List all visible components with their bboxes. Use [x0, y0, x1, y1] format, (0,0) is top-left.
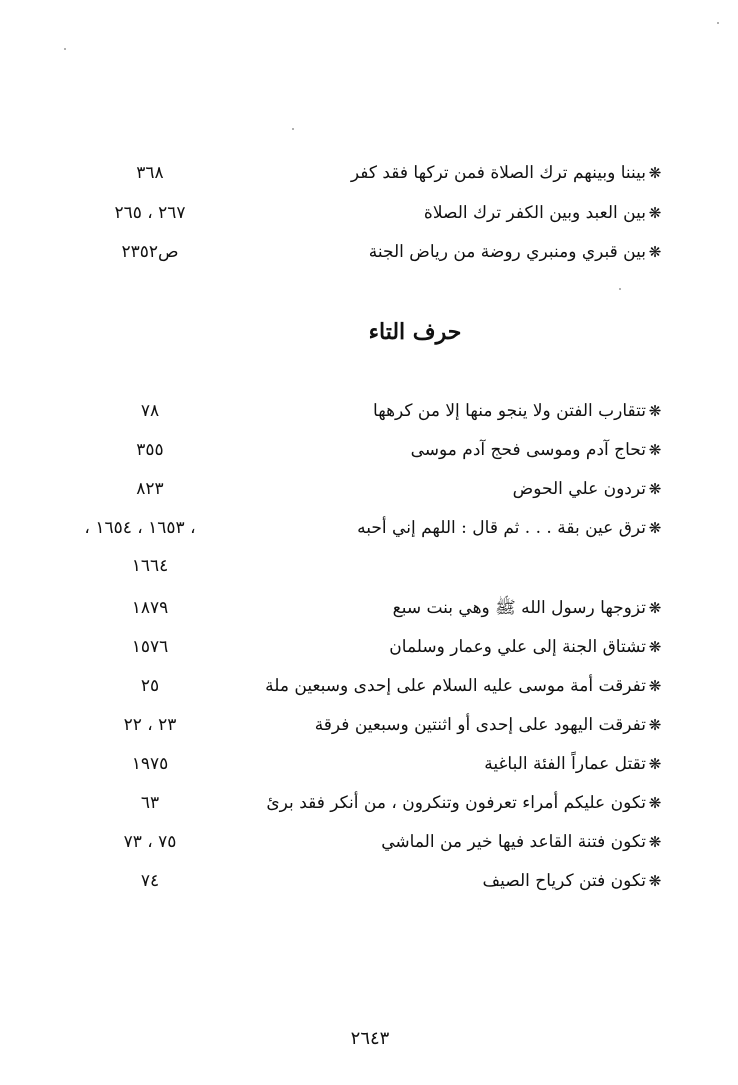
index-entry [84, 513, 662, 543]
index-entry [90, 749, 662, 779]
entry-text: تحاج آدم وموسى فحج آدم موسى [410, 440, 646, 460]
index-entry [90, 396, 662, 426]
entry-refs: ٧٥ ، ٧٣ [123, 832, 177, 852]
bullet-icon: ❋ [648, 755, 662, 773]
bullet-icon: ❋ [648, 833, 662, 851]
index-entry [90, 474, 662, 504]
entry-text: تزوجها رسول الله ﷺ وهي بنت سبع [392, 598, 646, 618]
index-entry-continuation [90, 551, 662, 581]
entry-refs: ٧٨ [140, 401, 160, 421]
entry-text: تفرقت أمة موسى عليه السلام على إحدى وسبعين ملة [265, 676, 646, 696]
entry-refs: ٣٥٥ [136, 440, 164, 460]
entry-text: تردون علي الحوض [512, 479, 646, 499]
bullet-icon: ❋ [648, 164, 662, 182]
entry-refs: ص٢٣٥٢ [121, 242, 179, 262]
bullet-icon: ❋ [648, 402, 662, 420]
entry-text: تتقارب الفتن ولا ينجو منها إلا من كرهها [373, 401, 646, 421]
entry-refs: ١٨٧٩ [131, 598, 169, 618]
entry-refs: ، ١٦٥٣ ، ١٦٥٤ ، [84, 518, 196, 538]
index-entry [90, 158, 662, 188]
scan-speck [717, 22, 719, 24]
entry-refs: ١٥٧٦ [131, 637, 169, 657]
scan-speck [64, 48, 66, 50]
entry-text: تكون فتنة القاعد فيها خير من الماشي [381, 832, 646, 852]
entry-refs: ٢٥ [140, 676, 160, 696]
index-entry [90, 593, 662, 623]
entry-text: تكون فتن كرياح الصيف [482, 871, 646, 891]
entry-refs: ٢٣ ، ٢٢ [123, 715, 177, 735]
bullet-icon: ❋ [648, 794, 662, 812]
index-entry [90, 827, 662, 857]
bullet-icon: ❋ [648, 441, 662, 459]
entry-text: تفرقت اليهود على إحدى أو اثنتين وسبعين فرقة [314, 715, 646, 735]
entry-refs: ١٦٦٤ [131, 556, 169, 576]
bullet-icon: ❋ [648, 243, 662, 261]
entry-text: تكون عليكم أمراء تعرفون وتنكرون ، من أنكر فقد برئ [266, 793, 646, 813]
entry-refs: ٢٦٧ ، ٢٦٥ [114, 203, 186, 223]
entry-text: بين قبري ومنبري روضة من رياض الجنة [368, 242, 646, 262]
index-entry [90, 632, 662, 662]
bullet-icon: ❋ [648, 599, 662, 617]
index-entry [90, 671, 662, 701]
index-entry [90, 866, 662, 896]
index-entry [90, 198, 662, 228]
index-entry [90, 710, 662, 740]
bullet-icon: ❋ [648, 638, 662, 656]
index-entry [90, 435, 662, 465]
bullet-icon: ❋ [648, 480, 662, 498]
entry-refs: ١٩٧٥ [131, 754, 169, 774]
entry-text: ترق عين بقة . . . ثم قال : اللهم إني أحبه [357, 518, 646, 538]
bullet-icon: ❋ [648, 716, 662, 734]
index-entry [90, 237, 662, 267]
section-heading: حرف التاء [368, 319, 462, 345]
entry-text: بيننا وبينهم ترك الصلاة فمن تركها فقد كفر [350, 163, 646, 183]
index-entry [90, 788, 662, 818]
entry-refs: ٦٣ [140, 793, 160, 813]
entry-refs: ٧٤ [140, 871, 160, 891]
bullet-icon: ❋ [648, 204, 662, 222]
entry-text: بين العبد وبين الكفر ترك الصلاة [423, 203, 646, 223]
entry-text: تقتل عماراً الفئة الباغية [484, 754, 646, 774]
scan-speck [292, 128, 294, 130]
scan-speck [619, 288, 621, 290]
entry-refs: ٨٢٣ [136, 479, 164, 499]
bullet-icon: ❋ [648, 872, 662, 890]
bullet-icon: ❋ [648, 519, 662, 537]
entry-text: تشتاق الجنة إلى علي وعمار وسلمان [389, 637, 646, 657]
page-number: ٢٦٤٣ [350, 1028, 390, 1049]
bullet-icon: ❋ [648, 677, 662, 695]
entry-refs: ٣٦٨ [136, 163, 164, 183]
